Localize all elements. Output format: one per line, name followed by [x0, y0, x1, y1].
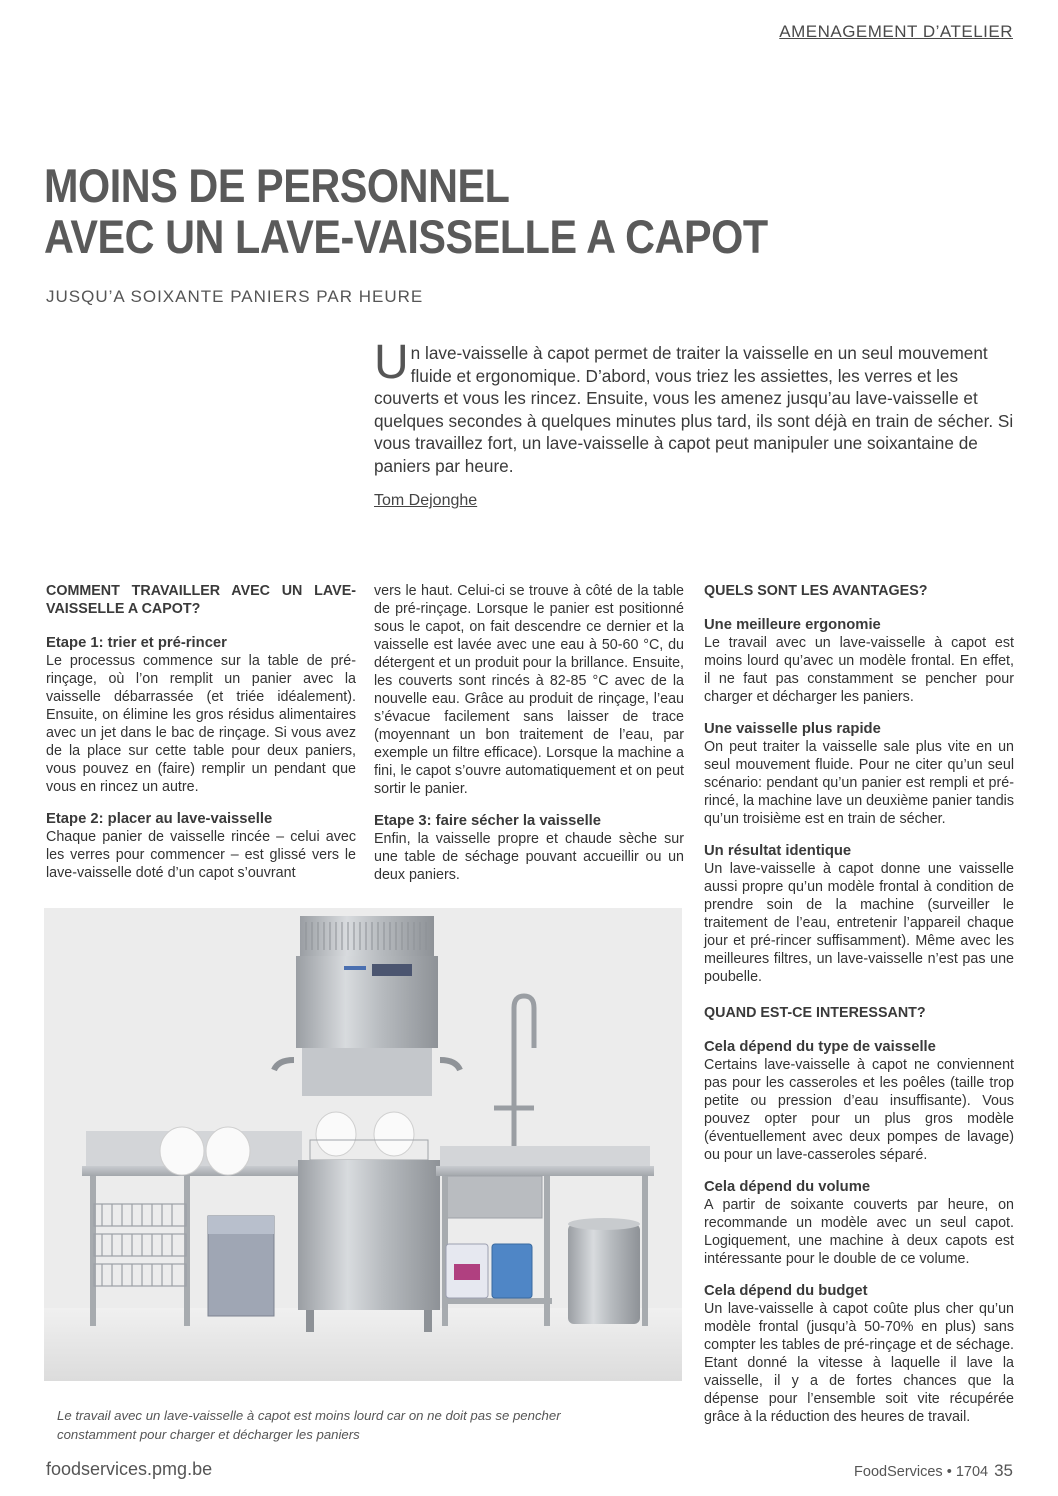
column-3: [704, 582, 1014, 1426]
subsection-text: Un lave-vaisselle à capot coûte plus cher qu’un modèle frontal (jusqu’à 50-70% en plus) sans compter les tables de pré-rinçage et de séchage. Etant donné la vitesse à laquelle il lave la vaisselle, il y a de fortes chances que la dépense pour l’ensemble soit vite récupérée grâce à la réduction des heures de travail.: [704, 1301, 1014, 1425]
article-subtitle: JUSQU’A SOIXANTE PANIERS PAR HEURE: [46, 287, 424, 306]
drop-cap: U: [374, 336, 409, 389]
article-title: [44, 160, 889, 262]
title-line-1: MOINS DE PERSONNEL: [44, 159, 510, 212]
step-title: Etape 3: faire sécher la vaisselle: [374, 813, 602, 829]
title-line-2: AVEC UN LAVE-VAISSELLE A CAPOT: [44, 210, 768, 263]
subsection-title: Une vaisselle plus rapide: [704, 721, 881, 737]
step-title: Etape 1: trier et pré-rincer: [46, 635, 227, 651]
column-heading: COMMENT TRAVAILLER AVEC UN LAVE-VAISSELLE A CAPOT?: [46, 583, 356, 617]
subsection-title: Cela dépend du budget: [704, 1283, 868, 1299]
subsection-text: A partir de soixante couverts par heure, on recommande un modèle avec un seul capot. Logiquement, une machine à deux capots est intéressante pour le double de ce volume.: [704, 1197, 1014, 1267]
body-text: vers le haut. Celui-ci se trouve à côté de la table de pré-rinçage. Lorsque le panier est positionné sous le capot, on fait descendre ce dernier et la vaisselle est lavée avec une eau à 50-60 °C, du détergent et un produit pour la brillance. Ensuite, les couverts sont rincés à 82-85 °C avec de la nouvelle eau. Grâce au produit de rinçage, l’eau s’évacue facilement sans laisser de trace (moyennant un bon traitement de l’eau, par exemple un filtre efficace). Lorsque la machine a fini, le capot s’ouvre automatiquement et on peut sortir le panier.: [374, 583, 684, 797]
lead-text: n lave-vaisselle à capot permet de traiter la vaisselle en un seul mouvement fluide et ergonomique. D’abord, vous triez les assiettes, les verres et les couverts et vous les rincez. Ensuite, vous les amenez jusqu’au lave-vaisselle et quelques secondes à quelques minutes plus tard, ils sont déjà en train de sécher. Si vous travaillez fort, un lave-vaisselle à capot peut manipuler une soixantaine de paniers par heure.: [374, 343, 1014, 476]
footer-issue: [854, 1461, 1013, 1481]
step-text: Chaque panier de vaisselle rincée – celui avec les verres pour commencer – est glissé vers le lave-vaisselle doté d’un capot s’ouvrant: [46, 829, 356, 881]
subsection-title: Cela dépend du type de vaisselle: [704, 1039, 936, 1055]
page-number: 35: [994, 1461, 1013, 1480]
column-heading: QUELS SONT LES AVANTAGES?: [704, 583, 928, 599]
column-1: [46, 582, 356, 882]
step-text: Le processus commence sur la table de pré-rinçage, où l’on remplit un panier avec la vaisselle débarrassée (et triée idéalement). Ensuite, on élimine les gros résidus alimentaires avec un jet dans le bac de rinçage. Si vous avez de la place sur cette table pour deux paniers, vous pouvez en (faire) remplir un pendant que vous en rincez un autre.: [46, 653, 356, 795]
section-tag: AMENAGEMENT D’ATELIER: [779, 22, 1013, 41]
subsection-text: Le travail avec un lave-vaisselle à capot est moins lourd qu’avec un modèle frontal. En effet, il ne faut pas constamment se pencher pour charger et décharger les paniers.: [704, 635, 1014, 705]
step-title: Etape 2: placer au lave-vaisselle: [46, 811, 273, 827]
column-2: [374, 582, 684, 884]
subsection-text: Un lave-vaisselle à capot donne une vaisselle aussi propre qu’un modèle frontal à condition de prendre soin de la machine (surveiller le traitement de l’eau, entretenir l’appareil chaque jour et pré-rincer suffisamment). Même avec les meilleures filtres, un lave-vaisselle n’est pas une poubelle.: [704, 861, 1014, 985]
subsection-title: Cela dépend du volume: [704, 1179, 871, 1195]
subsection-text: Certains lave-vaisselle à capot ne conviennent pas pour les casseroles et les poêles (taille trop petite ou pression d’eau insuffisante). Vous pouvez opter pour un plus gros modèle (éventuellement avec deux pompes de lavage) ou pour un lave-casseroles séparé.: [704, 1057, 1014, 1163]
subsection-title: Une meilleure ergonomie: [704, 617, 881, 633]
dishwasher-photo: [44, 908, 682, 1381]
lead-paragraph: [374, 336, 1014, 478]
subsection-title: Un résultat identique: [704, 843, 852, 859]
column-heading: QUAND EST-CE INTERESSANT?: [704, 1005, 926, 1021]
subsection-text: On peut traiter la vaisselle sale plus vite en un seul mouvement fluide. Pour ne citer qu’un seul scénario: pendant qu’un panier est rempli et pré-rincé, la machine lave un deuxième panier tandis qu’un troisième est en train de sécher.: [704, 739, 1014, 827]
issue-label: FoodServices • 1704: [854, 1464, 989, 1480]
photo-caption: Le travail avec un lave-vaisselle à capot est moins lourd car on ne doit pas se pencher constamment pour charger et décharger les paniers: [57, 1408, 561, 1442]
footer-website[interactable]: foodservices.pmg.be: [46, 1459, 213, 1479]
author-link[interactable]: Tom Dejonghe: [374, 492, 478, 509]
step-text: Enfin, la vaisselle propre et chaude sèche sur une table de séchage pouvant accueillir ou un deux paniers.: [374, 831, 684, 883]
